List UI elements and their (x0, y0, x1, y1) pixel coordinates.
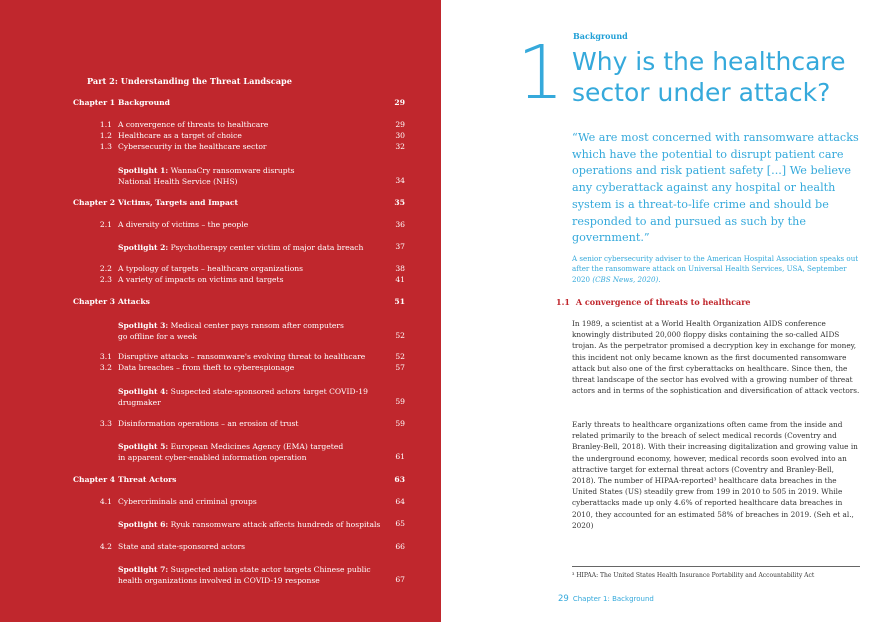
footnote: ³ HIPAA: The United States Health Insurance Portability and Accountability Act (572, 572, 815, 579)
body-paragraph-2: Early threats to healthcare organizations often came from the inside and related primarily to the breach of select medical records (Coventry and Branley-Bell, 2018). With their increasing digitalization and growing value in the underground economy, however, medical records soon evolved into an attractive target for external threat actors (Coventry and Branley-Bell, 2018). The number of HIPAA-reported³ healthcare data breaches in the United States (US) steadily grew from 199 in 2010 to 505 in 2019. While cyberattacks made up only 4.6% of reported healthcare data breaches in 2010, they accounted for an estimated 58% of breaches in 2019. (Seh et al., 2020) (572, 420, 858, 530)
page-number: 29 (558, 594, 569, 604)
toc-page-number: 57 (395, 363, 405, 372)
toc-spotlight-label: Spotlight 5: (118, 442, 169, 451)
toc-spotlight-label: Spotlight 6: (118, 520, 169, 529)
toc-page-number: 36 (395, 220, 405, 229)
toc-section-number: 4.1 (99, 497, 112, 506)
toc-spotlight-line1: Suspected nation state actor targets Chinese public (168, 565, 371, 574)
toc-page-number: 41 (395, 275, 405, 284)
chapter-eyebrow: Background (573, 31, 628, 41)
toc-spotlight-label: Spotlight 2: (118, 243, 169, 252)
toc-spotlight-text (118, 165, 295, 187)
toc-chapter-label: Chapter 4 (73, 475, 116, 484)
toc-spotlight-line2: National Health Service (NHS) (118, 177, 238, 186)
toc-page-number: 29 (395, 120, 405, 129)
toc-page-number: 29 (394, 98, 405, 107)
quote-attribution (572, 254, 862, 285)
toc-section-title: Healthcare as a target of choice (118, 131, 242, 140)
toc-section-number: 4.2 (99, 542, 112, 551)
toc-page-number: 32 (395, 142, 405, 151)
toc-section-number: 1.2 (99, 131, 112, 140)
toc-section-number: 3.2 (99, 363, 112, 372)
toc-spotlight-line2: health organizations involved in COVID-19 response (118, 576, 320, 585)
attribution-text: A senior cybersecurity adviser to the American Hospital Association speaks out after the ransomware attack on Universal Health Services, USA, September 2020 (572, 254, 859, 284)
toc-section-number: 3.1 (99, 352, 112, 361)
toc-spotlight-line1: Psychotherapy center victim of major data breach (168, 243, 364, 252)
toc-section-title: Data breaches – from theft to cyberespionage (118, 363, 295, 372)
toc-page-number: 52 (395, 331, 405, 340)
toc-chapter-title: Threat Actors (118, 475, 177, 484)
toc-section-number: 1.3 (99, 142, 112, 151)
toc-spotlight-line2: in apparent cyber-enabled information operation (118, 453, 307, 462)
toc-section-title: A variety of impacts on victims and targets (118, 275, 284, 284)
toc-spotlight-text (118, 519, 380, 530)
attribution-source: (CBS News, 2020). (592, 274, 661, 284)
toc-spotlight-label: Spotlight 4: (118, 387, 169, 396)
toc-page-number: 34 (395, 176, 405, 185)
toc-section-title: Cybersecurity in the healthcare sector (118, 142, 267, 151)
toc-page-number: 63 (394, 475, 405, 484)
toc-section-title: Cybercriminals and criminal groups (118, 497, 257, 506)
toc-section-number: 2.1 (99, 220, 112, 229)
toc-page-number: 35 (394, 198, 405, 207)
running-footer: Chapter 1: Background (572, 595, 654, 603)
toc-page-number: 65 (395, 519, 405, 528)
toc-section-title: Disruptive attacks – ransomware's evolving threat to healthcare (118, 352, 366, 361)
footnote-rule (572, 566, 860, 567)
section-heading (556, 297, 751, 307)
toc-page-number: 66 (395, 542, 405, 551)
toc-section-title: A convergence of threats to healthcare (118, 120, 269, 129)
chapter-number: 1 (517, 30, 565, 116)
toc-spotlight-text (118, 441, 343, 463)
toc-chapter-label: Chapter 3 (73, 297, 116, 306)
toc-page-number: 59 (395, 419, 405, 428)
page-footer (558, 594, 654, 604)
toc-part-heading: Part 2: Understanding the Threat Landscape (87, 76, 292, 86)
toc-page-number: 61 (395, 452, 405, 461)
toc-page-number: 38 (395, 264, 405, 273)
toc-section-number: 2.3 (99, 275, 112, 284)
toc-chapter-title: Victims, Targets and Impact (118, 198, 239, 207)
toc-section-title: State and state-sponsored actors (118, 542, 246, 551)
toc-section-number: 3.3 (99, 419, 112, 428)
toc-page-number: 59 (395, 397, 405, 406)
toc-chapter-title: Attacks (118, 297, 150, 306)
section-title: A convergence of threats to healthcare (575, 297, 751, 307)
toc-page-number: 51 (394, 297, 405, 306)
toc-chapter-title: Background (118, 98, 170, 107)
toc-spotlight-text (118, 386, 368, 408)
toc-section-number: 2.2 (99, 264, 112, 273)
toc-page-number: 52 (395, 352, 405, 361)
toc-page-number: 30 (395, 131, 405, 140)
toc-spotlight-text (118, 564, 371, 586)
toc-spotlight-label: Spotlight 7: (118, 565, 169, 574)
toc-spotlight-line1: Medical center pays ransom after computers (168, 321, 344, 330)
toc-section-title: A typology of targets – healthcare organizations (118, 264, 304, 273)
chapter-title: Why is the healthcare sector under attack? (572, 47, 846, 107)
toc-spotlight-line1: Ryuk ransomware attack affects hundreds of hospitals (168, 520, 381, 529)
toc-spotlight-line1: WannaCry ransomware disrupts (168, 166, 295, 175)
body-paragraph-1: In 1989, a scientist at a World Health Organization AIDS conference knowingly distributed 20,000 floppy disks containing the so-called AIDS trojan. As the perpetrator promised a decryption key in exchange for money, this incident not only became known as the first documented ransomware attack but also one of the first cyberattacks on healthcare. Since then, the threat landscape of the sector has evolved with a growing number of threat actors and in terms of the sophistication and diversification of attack vectors. (572, 319, 860, 396)
toc-section-title: Disinformation operations – an erosion of trust (118, 419, 299, 428)
toc-spotlight-label: Spotlight 3: (118, 321, 169, 330)
toc-section-title: A diversity of victims – the people (118, 220, 249, 229)
toc-spotlight-label: Spotlight 1: (118, 166, 169, 175)
content-page (441, 0, 880, 622)
section-number: 1.1 (556, 297, 570, 307)
toc-spotlight-text (118, 320, 344, 342)
toc-page-number: 37 (395, 242, 405, 251)
toc-section-number: 1.1 (99, 120, 112, 129)
toc-page-number: 67 (395, 575, 405, 584)
toc-spotlight-line1: European Medicines Agency (EMA) targeted (168, 442, 344, 451)
toc-spotlight-line2: drugmaker (118, 398, 161, 407)
toc-spotlight-text (118, 242, 363, 253)
toc-page-number: 64 (395, 497, 405, 506)
toc-chapter-label: Chapter 2 (73, 198, 116, 207)
toc-spotlight-line2: go offline for a week (118, 332, 197, 341)
toc-spotlight-line1: Suspected state-sponsored actors target COVID-19 (168, 387, 368, 396)
toc-chapter-label: Chapter 1 (73, 98, 116, 107)
pull-quote: “We are most concerned with ransomware attacks which have the potential to disrupt patient care operations and risk patient safety [...] We believe any cyberattack against any hospital or health system is a threat-to-life crime and should be responded to and pursued as such by the government.” (572, 131, 859, 245)
